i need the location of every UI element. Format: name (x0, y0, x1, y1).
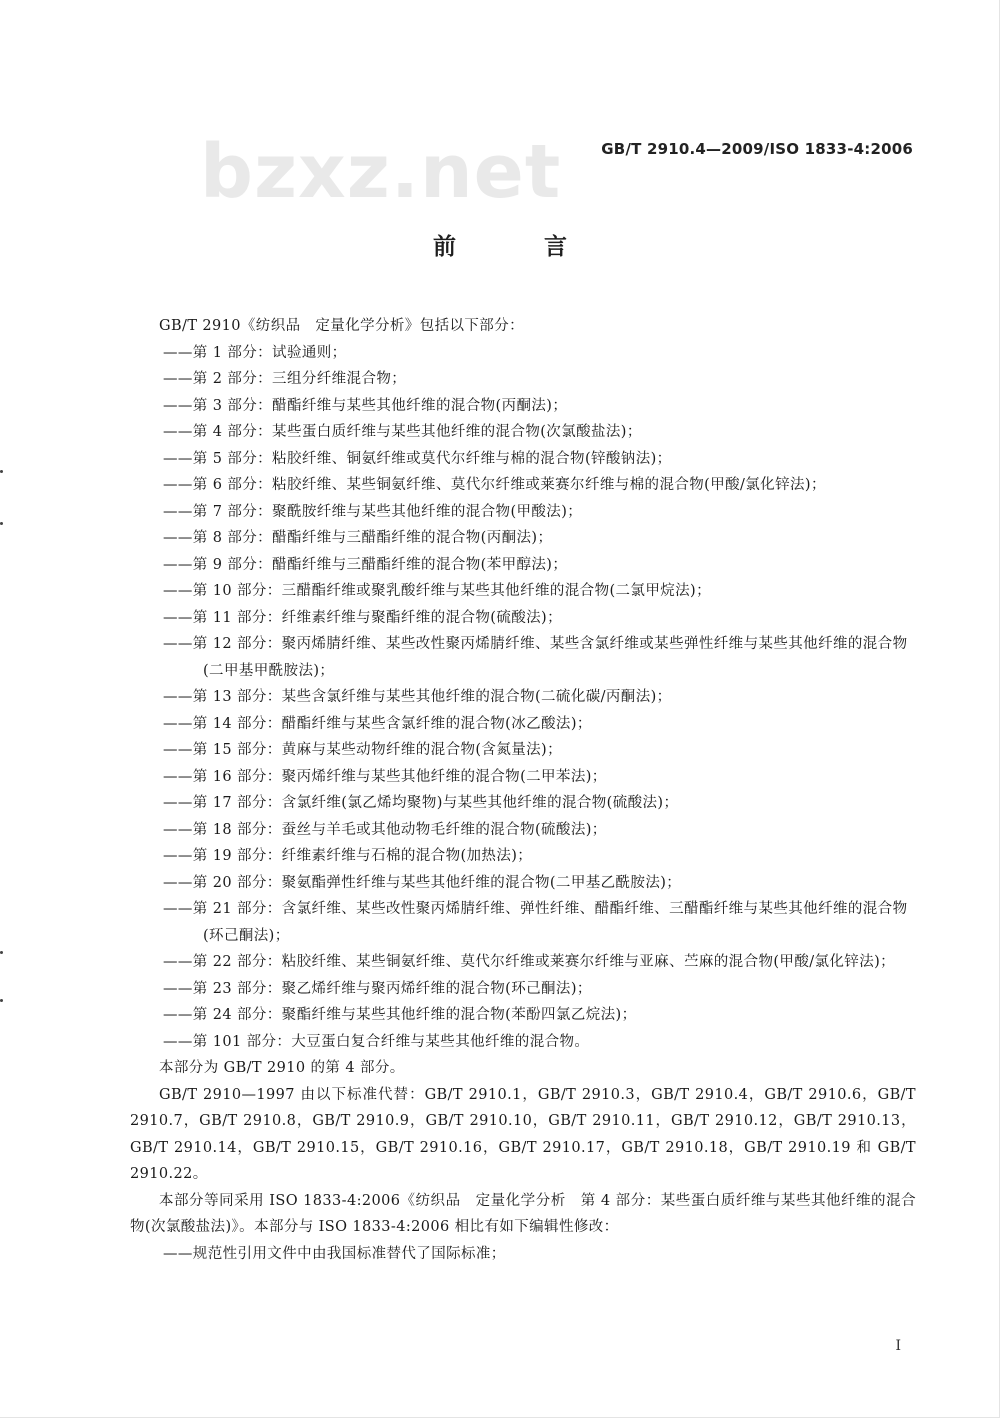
list-item: ——第 9 部分：醋酯纤维与三醋酯纤维的混合物(苯甲醇法)； (163, 556, 568, 573)
page-number: I (895, 1338, 901, 1354)
list-item: ——第 5 部分：粘胶纤维、铜氨纤维或莫代尔纤维与棉的混合物(锌酸钠法)； (163, 450, 672, 467)
list-item: ——第 24 部分：聚酯纤维与某些其他纤维的混合物(苯酚四氯乙烷法)； (163, 1007, 637, 1023)
list-item: ——第 19 部分：纤维素纤维与石棉的混合物(加热法)； (163, 848, 533, 864)
list-item: ——第 12 部分：聚丙烯腈纤维、某些改性聚丙烯腈纤维、某些含氯纤维或某些弹性纤维与某些其他纤维的混合物(二甲基甲酰胺法)； (163, 636, 908, 679)
list-item: ——第 8 部分：醋酯纤维与三醋酯纤维的混合物(丙酮法)； (163, 530, 553, 546)
list-item: ——第 10 部分：三醋酯纤维或聚乳酸纤维与某些其他纤维的混合物(二氯甲烷法)； (163, 583, 711, 599)
part-statement: 本部分为 GB/T 2910 的第 4 部分。 (159, 1060, 405, 1076)
margin-mark (0, 522, 3, 525)
list-item: ——第 7 部分：聚酰胺纤维与某些其他纤维的混合物(甲酸法)； (163, 503, 583, 520)
margin-mark (0, 999, 3, 1002)
document-body (130, 313, 916, 1267)
edits-list (130, 1241, 916, 1268)
list-item: ——第 13 部分：某些含氯纤维与某些其他纤维的混合物(二硫化碳/丙酮法)； (163, 689, 672, 705)
replacement-statement: GB/T 2910—1997 由以下标准代替：GB/T 2910.1，GB/T 2910.3，GB/T 2910.4，GB/T 2910.6，GB/T 2910.7，GB/T 2910.8，GB/T 2910.9，GB/T 2910.10，GB/T 2910.11，GB/T 2910.12，GB/T 2910.13，GB/T 2910.14，GB/T 2910.15，GB/T 2910.16，GB/T 2910.17，GB/T 2910.18，GB/T 2910.19 和 GB/T 2910.22。 (130, 1086, 916, 1182)
margin-mark (0, 951, 3, 954)
list-item: ——第 15 部分：黄麻与某些动物纤维的混合物(含氮量法)； (163, 742, 562, 758)
list-item: ——第 23 部分：聚乙烯纤维与聚丙烯纤维的混合物(环己酮法)； (163, 980, 592, 997)
intro-paragraph: GB/T 2910《纺织品 定量化学分析》包括以下部分： (159, 318, 525, 334)
list-item: ——第 16 部分：聚丙烯纤维与某些其他纤维的混合物(二甲苯法)； (163, 768, 607, 785)
list-item: ——第 101 部分：大豆蛋白复合纤维与某些其他纤维的混合物。 (163, 1033, 590, 1050)
parts-list (130, 340, 916, 1056)
list-item: ——第 2 部分：三组分纤维混合物； (163, 371, 407, 387)
adoption-statement: 本部分等同采用 ISO 1833-4:2006《纺织品 定量化学分析 第 4 部分：某些蛋白质纤维与某些其他纤维的混合物(次氯酸盐法)》。本部分与 ISO 1833-4:2006 相比有如下编辑性修改： (130, 1192, 916, 1235)
standard-number: GB/T 2910.4—2009/ISO 1833-4:2006 (601, 140, 913, 158)
list-item: ——规范性引用文件中由我国标准替代了国际标准； (163, 1245, 506, 1262)
margin-mark (0, 470, 3, 473)
list-item: ——第 20 部分：聚氨酯弹性纤维与某些其他纤维的混合物(二甲基乙酰胺法)； (163, 874, 682, 891)
list-item: ——第 17 部分：含氯纤维(氯乙烯均聚物)与某些其他纤维的混合物(硫酸法)； (163, 795, 679, 811)
list-item: ——第 21 部分：含氯纤维、某些改性聚丙烯腈纤维、弹性纤维、醋酯纤维、三醋酯纤维与某些其他纤维的混合物(环己酮法)； (163, 901, 908, 944)
list-item: ——第 22 部分：粘胶纤维、某些铜氨纤维、莫代尔纤维或莱赛尔纤维与亚麻、苎麻的混合物(甲酸/氯化锌法)； (163, 954, 896, 970)
list-item: ——第 6 部分：粘胶纤维、某些铜氨纤维、莫代尔纤维或莱赛尔纤维与棉的混合物(甲酸/氯化锌法)； (163, 477, 826, 493)
list-item: ——第 1 部分：试验通则； (163, 344, 347, 361)
watermark: bzxz.net (200, 129, 562, 215)
list-item: ——第 11 部分：纤维素纤维与聚酯纤维的混合物(硫酸法)； (163, 609, 562, 626)
page-title: 前 言 (432, 234, 607, 260)
list-item: ——第 4 部分：某些蛋白质纤维与某些其他纤维的混合物(次氯酸盐法)； (163, 424, 642, 440)
list-item: ——第 14 部分：醋酯纤维与某些含氯纤维的混合物(冰乙酸法)； (163, 715, 592, 732)
list-item: ——第 18 部分：蚕丝与羊毛或其他动物毛纤维的混合物(硫酸法)； (163, 821, 607, 838)
list-item: ——第 3 部分：醋酯纤维与某些其他纤维的混合物(丙酮法)； (163, 397, 568, 414)
